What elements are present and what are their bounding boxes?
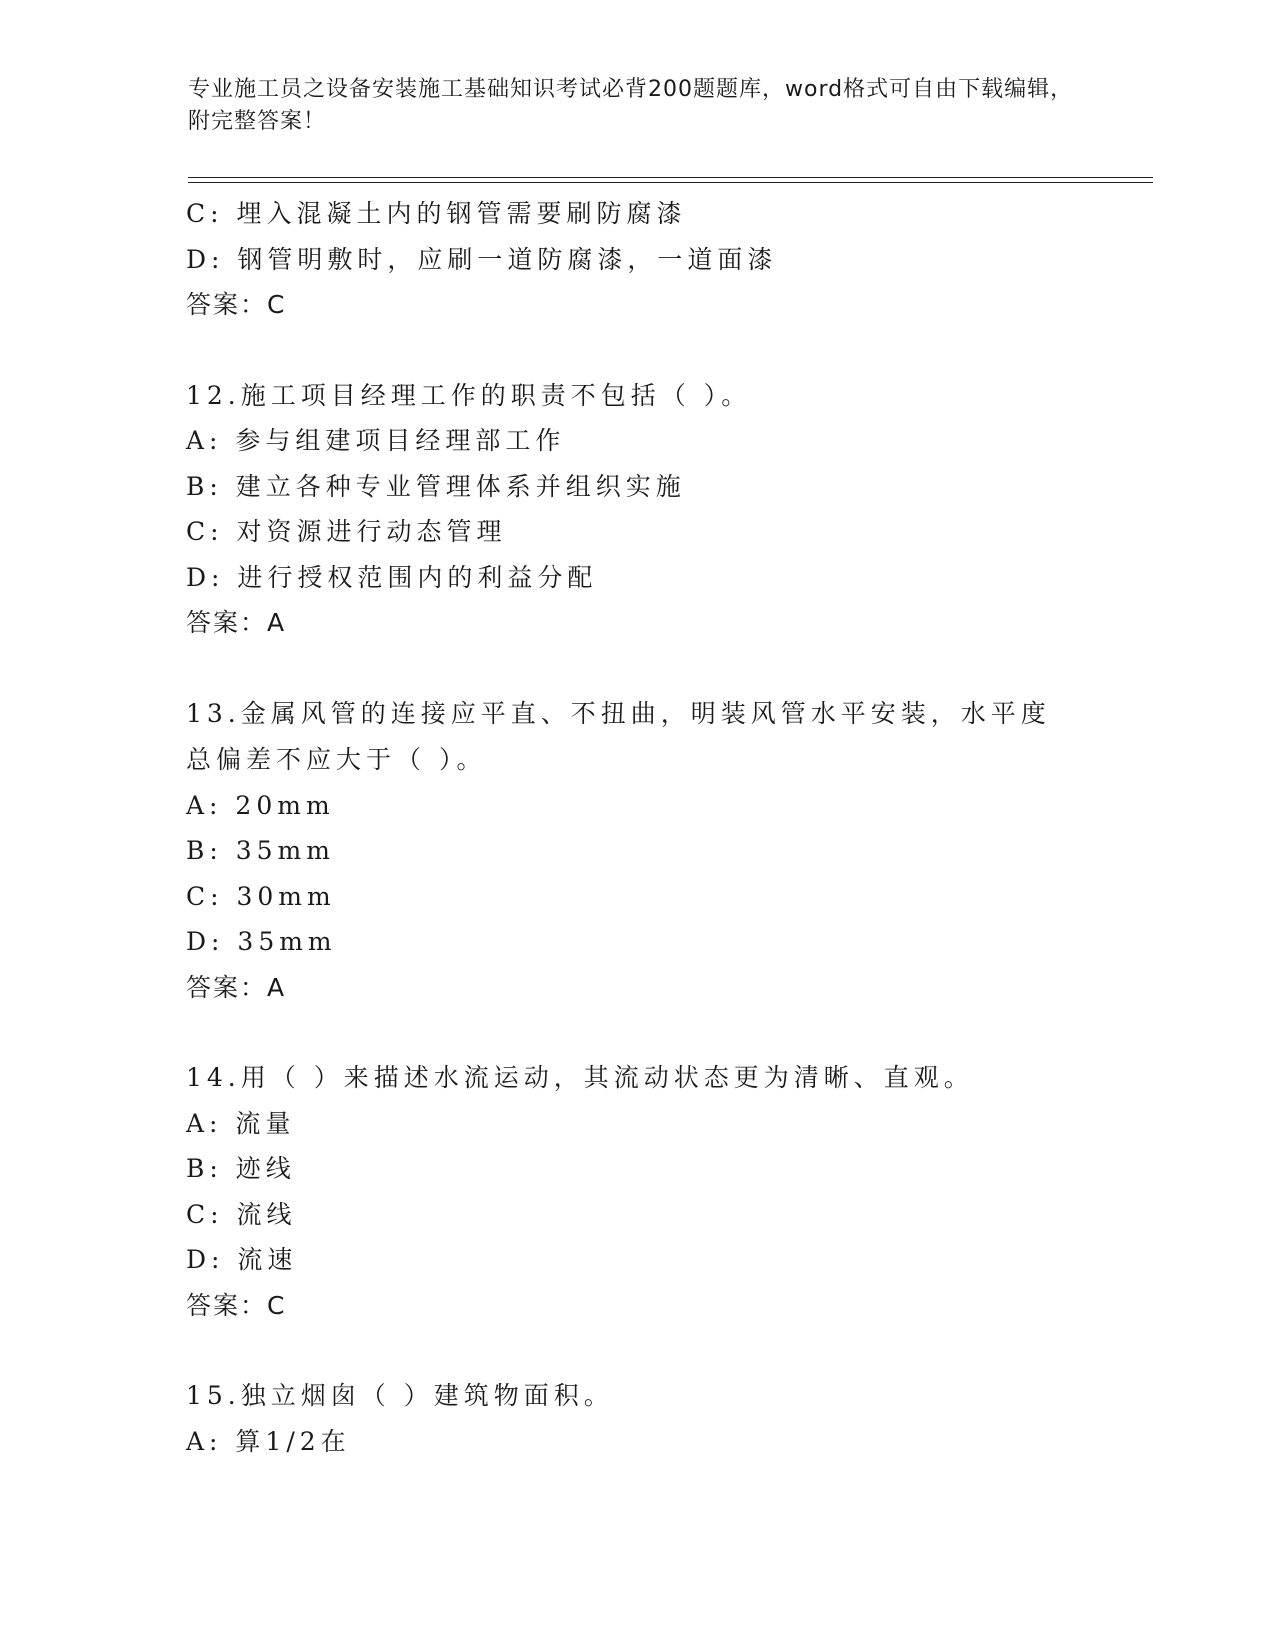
answer-line: 答案：A: [186, 608, 287, 637]
question-stem: 15.独立烟囱（ ）建筑物面积。: [186, 1381, 614, 1410]
option-c: C: 流线: [186, 1199, 297, 1229]
option-a: A: 参与组建项目经理部工作: [186, 426, 566, 455]
option-b: B: 35mm: [186, 836, 335, 865]
option-b: B: 建立各种专业管理体系并组织实施: [186, 471, 686, 501]
spacer: [186, 646, 1086, 691]
answer-line: 答案：C: [186, 290, 287, 319]
option-a: A: 20mm: [186, 790, 335, 820]
option-a: A: 流量: [186, 1108, 296, 1138]
question-12: [186, 373, 1086, 646]
option-d: D: 35mm: [186, 927, 337, 956]
option-c: C: 对资源进行动态管理: [186, 517, 507, 546]
option-d: D: 进行授权范围内的利益分配: [186, 562, 598, 592]
option-c: C: 埋入混凝土内的钢管需要刷防腐漆: [186, 199, 687, 228]
spacer: [186, 1010, 1086, 1055]
header-divider-bottom: [188, 182, 1153, 183]
header-divider-top: [188, 177, 1153, 178]
question-stem: 14.用（ ）来描述水流运动，其流动状态更为清晰、直观。: [186, 1063, 974, 1092]
question-list: [186, 191, 1086, 1464]
question-15: [186, 1373, 1086, 1464]
question-stem: 13.金属风管的连接应平直、不扭曲，明装风管水平安装，水平度总偏差不应大于（ ）。: [186, 698, 1051, 774]
question-13: [186, 691, 1086, 1011]
question-11-continued: [186, 191, 1086, 328]
spacer: [186, 1328, 1086, 1373]
answer-line: 答案：C: [186, 1290, 287, 1320]
question-14: [186, 1055, 1086, 1328]
option-d: D: 流速: [186, 1245, 298, 1274]
option-c: C: 30mm: [186, 881, 336, 911]
spacer: [186, 328, 1086, 373]
option-b: B: 迹线: [186, 1154, 296, 1183]
question-stem: 12.施工项目经理工作的职责不包括（ ）。: [186, 380, 752, 410]
answer-line: 答案：A: [186, 972, 287, 1002]
document-header: 专业施工员之设备安装施工基础知识考试必背200题题库，word格式可自由下载编辑，附完整答案！: [188, 77, 1074, 134]
option-d: D: 钢管明敷时，应刷一道防腐漆，一道面漆: [186, 244, 778, 274]
option-a: A: 算1/2在: [186, 1426, 351, 1456]
